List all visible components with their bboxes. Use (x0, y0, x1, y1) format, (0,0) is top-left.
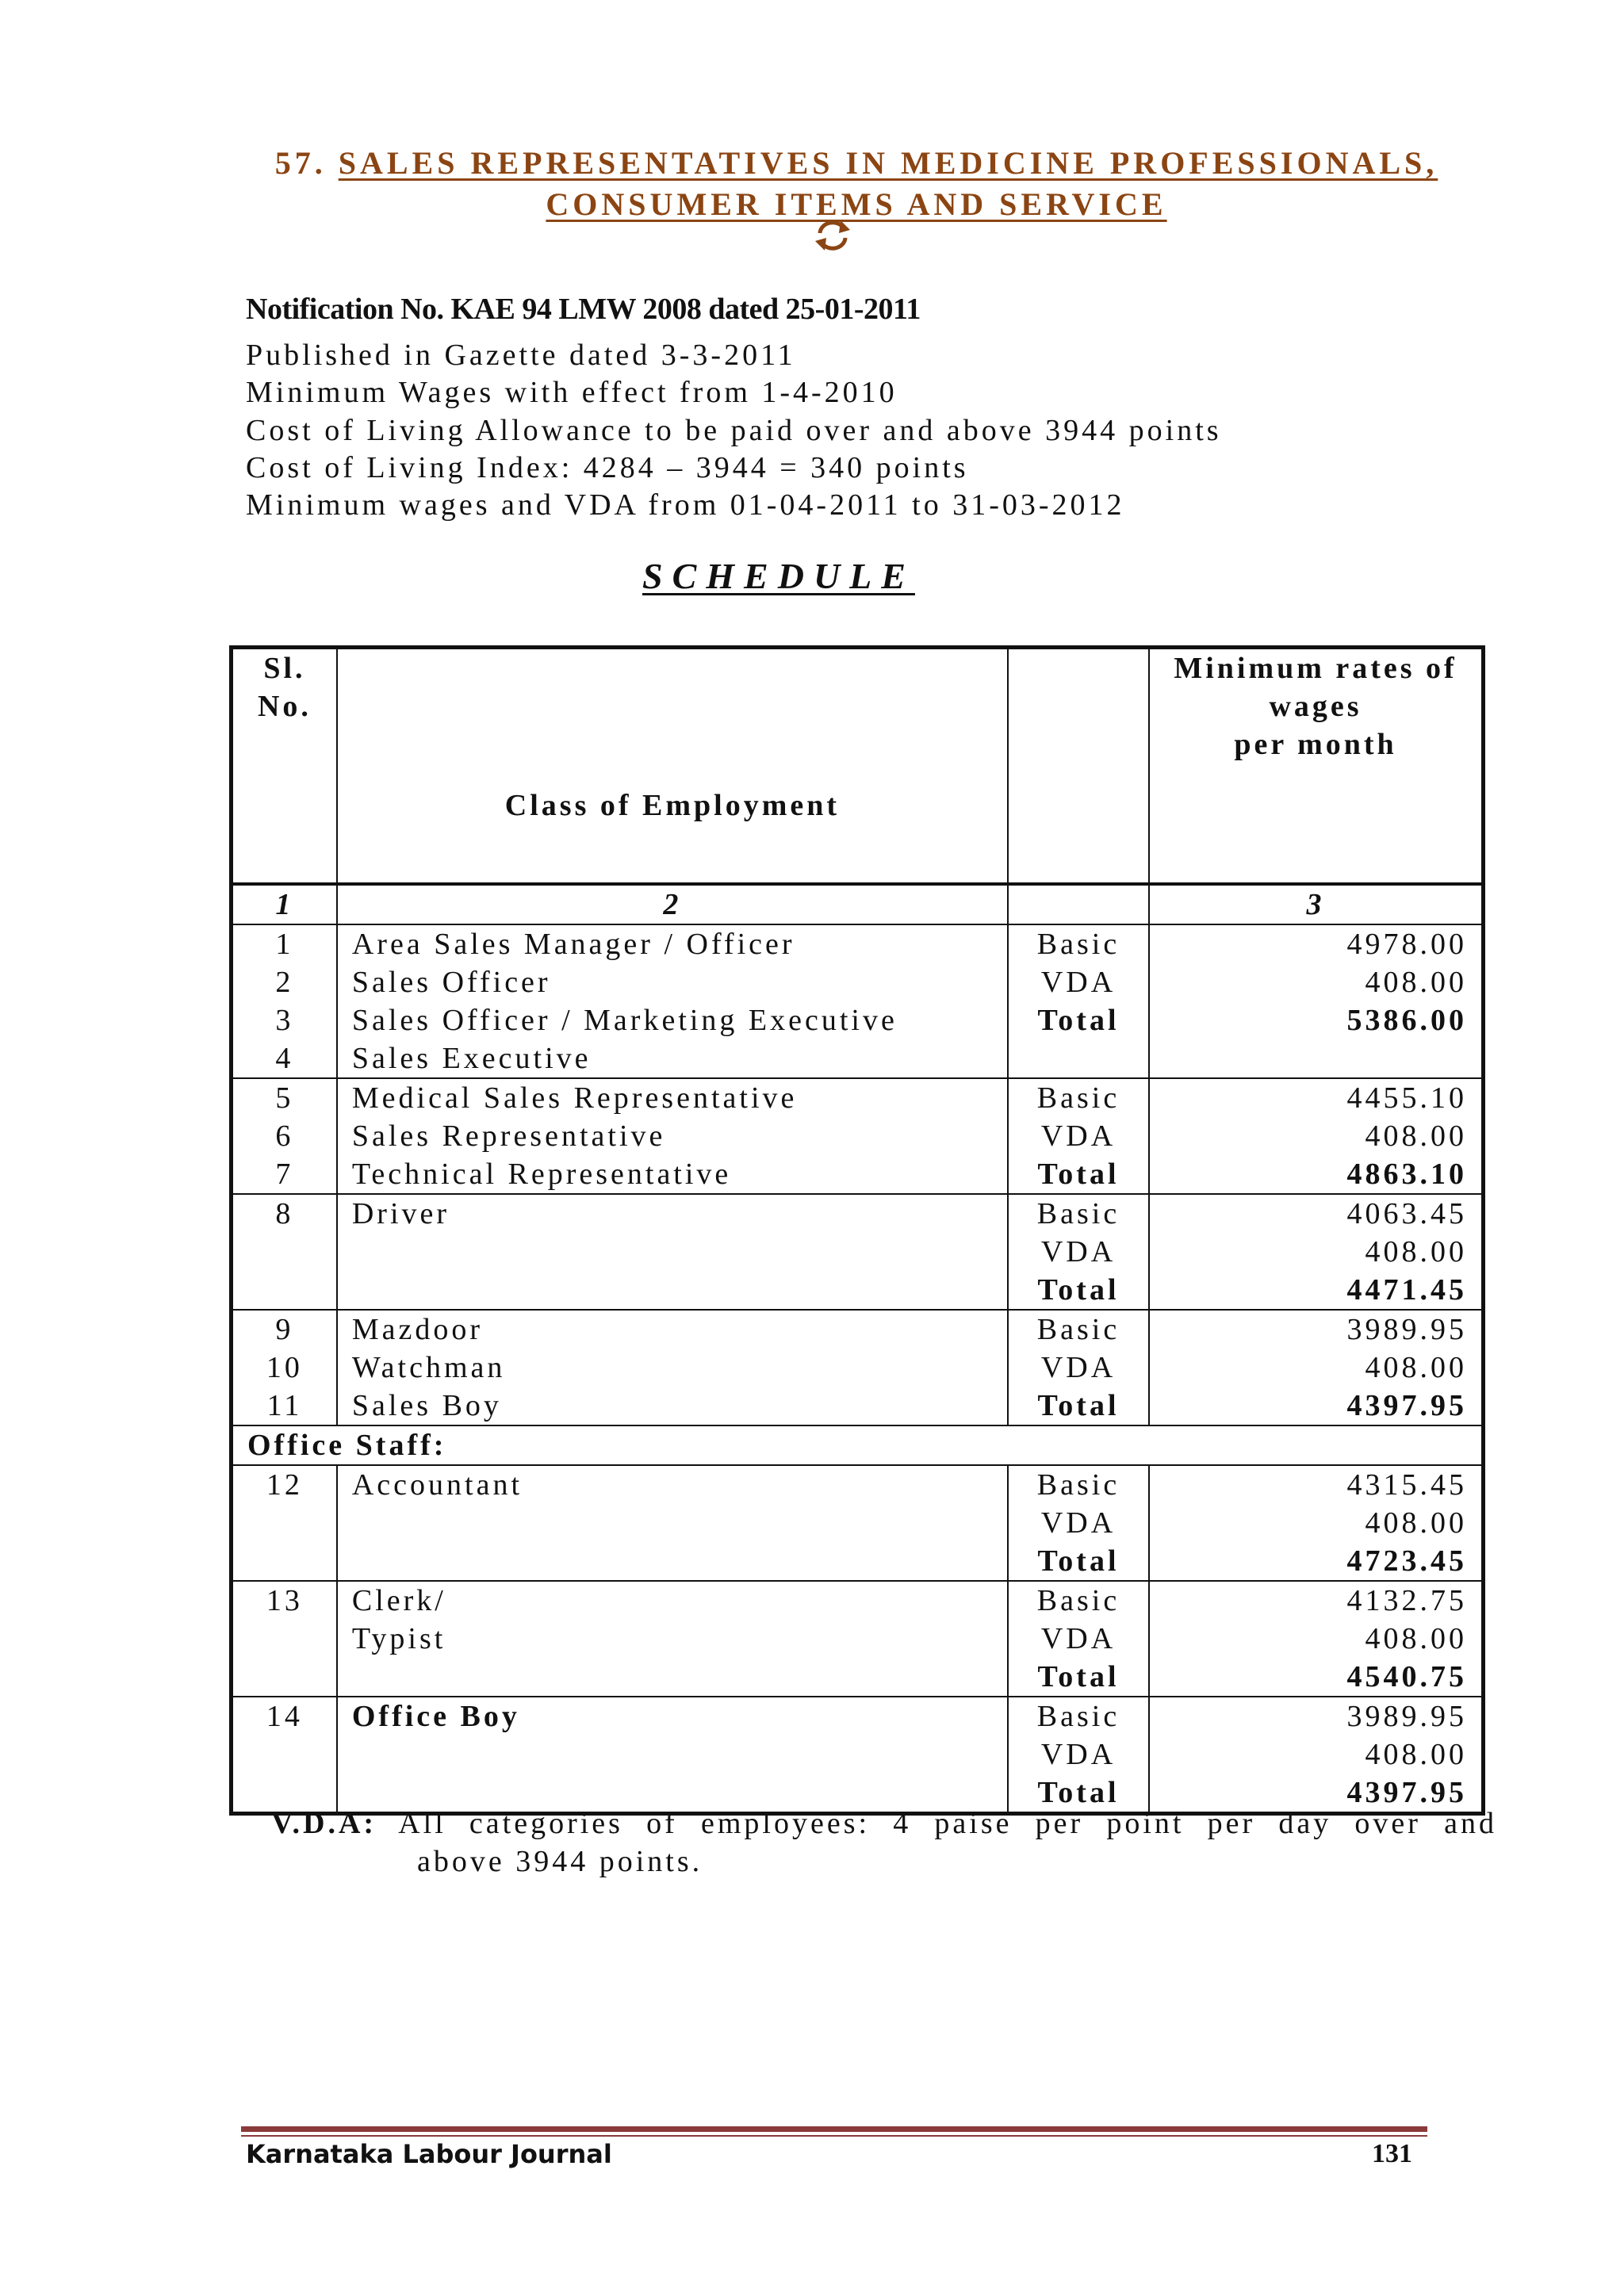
wage-component: VDA (1040, 1622, 1116, 1655)
section-number: 57. (274, 145, 327, 181)
wage-component: Basic (1036, 1197, 1120, 1230)
kind-header (1008, 648, 1149, 885)
employment-class-cell (337, 1194, 1008, 1310)
sl-no-header (232, 648, 337, 885)
wage-component: Basic (1036, 1081, 1120, 1115)
column-number: 3 (1149, 884, 1483, 924)
sl-number: 11 (266, 1389, 303, 1422)
wage-component: Basic (1036, 1584, 1120, 1617)
wage-component: Basic (1036, 928, 1120, 961)
table-row (232, 1697, 1484, 1814)
sl-number-cell (232, 1581, 337, 1697)
wage-value: 4397.95 (1346, 1389, 1467, 1422)
employment-class: Technical Representative (351, 1158, 732, 1191)
info-line: Minimum Wages with effect from 1-4-2010 (246, 376, 898, 409)
wage-value: 4863.10 (1346, 1158, 1467, 1191)
wage-value: 5386.00 (1346, 1004, 1467, 1037)
wage-component: Total (1037, 1158, 1120, 1191)
info-line: Published in Gazette dated 3-3-2011 (246, 339, 796, 372)
employment-class-cell (337, 924, 1008, 1078)
footer-rule (241, 2126, 1427, 2132)
wage-component: Total (1037, 1776, 1120, 1809)
wage-value: 408.00 (1365, 1119, 1467, 1153)
wage-component-cell (1008, 1465, 1149, 1581)
employment-class: Sales Boy (351, 1389, 502, 1422)
wage-value-cell (1149, 1078, 1483, 1194)
vda-note (271, 1804, 1497, 1881)
column-number (1008, 884, 1149, 924)
sl-number: 10 (266, 1351, 303, 1384)
sl-number-cell (232, 1078, 337, 1194)
sl-number-cell (232, 1194, 337, 1310)
wage-value: 4315.45 (1346, 1468, 1467, 1502)
wage-component: Total (1037, 1273, 1120, 1307)
info-line: Minimum wages and VDA from 01-04-2011 to 31-03-2012 (246, 488, 1125, 522)
sl-number-cell (232, 1310, 337, 1425)
employment-class: Medical Sales Representative (351, 1081, 798, 1115)
sl-number: 9 (275, 1313, 294, 1346)
employment-class: Clerk/ (351, 1584, 446, 1617)
wage-value: 4471.45 (1346, 1273, 1467, 1307)
sl-number: 7 (275, 1158, 294, 1191)
column-number-row (232, 884, 1484, 924)
section-heading-line-1 (238, 144, 1475, 182)
sl-number: 14 (266, 1700, 303, 1733)
vda-label: V.D.A: (271, 1807, 377, 1840)
sl-number-cell (232, 924, 337, 1078)
employment-class: Sales Representative (351, 1119, 666, 1153)
table-row (232, 1581, 1484, 1697)
wage-component: Basic (1036, 1700, 1120, 1733)
wage-value: 408.00 (1365, 1351, 1467, 1384)
column-number: 1 (232, 884, 337, 924)
refresh-arrows-icon-svg (812, 217, 853, 254)
employment-class: Office Boy (351, 1700, 520, 1733)
footer-rule-thin (241, 2135, 1427, 2137)
employment-class: Accountant (351, 1468, 523, 1502)
sl-header-line: Sl. (263, 652, 306, 685)
employment-class-cell (337, 1078, 1008, 1194)
notification-number: Notification No. KAE 94 LMW 2008 dated 25-01-2011 (246, 293, 921, 326)
wage-component: Total (1037, 1660, 1120, 1693)
wages-table (229, 645, 1485, 1816)
vda-note-line-2: above 3944 points. (417, 1845, 703, 1878)
sl-number-cell (232, 1697, 337, 1814)
class-of-employment-header (337, 648, 1008, 885)
office-staff-groups (232, 1465, 1484, 1814)
column-number: 2 (337, 884, 1008, 924)
employment-class-cell (337, 1581, 1008, 1697)
sl-number: 5 (275, 1081, 294, 1115)
employment-class: Sales Officer (351, 966, 551, 999)
wage-value-cell (1149, 1310, 1483, 1425)
wage-component: VDA (1040, 1235, 1116, 1269)
wage-component: Total (1037, 1389, 1120, 1422)
table-row (232, 1310, 1484, 1425)
wage-value: 4978.00 (1346, 928, 1467, 961)
sl-number-cell (232, 1465, 337, 1581)
wage-value: 4063.45 (1346, 1197, 1467, 1230)
wage-component-cell (1008, 1078, 1149, 1194)
employment-class: Sales Executive (351, 1042, 592, 1075)
info-line: Cost of Living Allowance to be paid over and above 3944 points (246, 414, 1222, 447)
wage-value: 408.00 (1365, 1235, 1467, 1269)
wage-value: 3989.95 (1346, 1700, 1467, 1733)
employment-class-cell (337, 1465, 1008, 1581)
wage-value: 4132.75 (1346, 1584, 1467, 1617)
sl-number: 6 (275, 1119, 294, 1153)
wage-component: VDA (1040, 1506, 1116, 1540)
wage-component: VDA (1040, 1738, 1116, 1771)
minimum-rates-header (1149, 648, 1483, 885)
wage-component: Total (1037, 1004, 1120, 1037)
wage-component: VDA (1040, 966, 1116, 999)
employment-class: Driver (351, 1197, 450, 1230)
employment-class-cell (337, 1310, 1008, 1425)
wage-value: 408.00 (1365, 966, 1467, 999)
office-staff-row (232, 1425, 1484, 1465)
table-header-row (232, 648, 1484, 885)
wage-value: 4540.75 (1346, 1660, 1467, 1693)
sl-number: 12 (266, 1468, 303, 1502)
schedule-title: SCHEDULE (642, 556, 915, 596)
sl-number: 4 (275, 1042, 294, 1075)
wage-component-cell (1008, 1581, 1149, 1697)
page-number: 131 (1372, 2139, 1412, 2168)
sl-header-line: No. (257, 690, 312, 723)
wage-component: VDA (1040, 1119, 1116, 1153)
sl-number: 13 (266, 1584, 303, 1617)
employment-class: Watchman (351, 1351, 506, 1384)
wage-value: 408.00 (1365, 1506, 1467, 1540)
wage-value: 4397.95 (1346, 1776, 1467, 1809)
wage-component: Basic (1036, 1313, 1120, 1346)
section-heading-line-2 (238, 186, 1475, 223)
wage-component-cell (1008, 1310, 1149, 1425)
class-header-text: Class of Employment (504, 789, 841, 822)
employment-class: Mazdoor (351, 1313, 484, 1346)
wage-value-cell (1149, 924, 1483, 1078)
wage-component-cell (1008, 1697, 1149, 1814)
wage-value: 408.00 (1365, 1622, 1467, 1655)
employment-class: Typist (351, 1622, 446, 1655)
table-row (232, 1465, 1484, 1581)
vda-note-text-1: All categories of employees: 4 paise per point per day over and (398, 1807, 1498, 1840)
info-line: Cost of Living Index: 4284 – 3944 = 340 points (246, 451, 969, 484)
sl-number: 1 (275, 928, 294, 961)
wage-component: Basic (1036, 1468, 1120, 1502)
section-title-line-2: CONSUMER ITEMS AND SERVICE (546, 186, 1167, 222)
rate-header-line: per month (1234, 728, 1397, 761)
wage-component: VDA (1040, 1351, 1116, 1384)
wage-value: 4723.45 (1346, 1544, 1467, 1578)
sl-number: 2 (275, 966, 294, 999)
wage-value-cell (1149, 1581, 1483, 1697)
vda-note-line-1 (271, 1804, 1497, 1843)
sl-number: 3 (275, 1004, 294, 1037)
employment-groups (232, 924, 1484, 1425)
rate-header-line: wages (1269, 690, 1362, 723)
wage-value-cell (1149, 1194, 1483, 1310)
table-row (232, 1194, 1484, 1310)
employment-class: Area Sales Manager / Officer (351, 928, 795, 961)
refresh-arrows-icon (809, 217, 856, 257)
wage-component: Total (1037, 1544, 1120, 1578)
wage-value: 4455.10 (1346, 1081, 1467, 1115)
sl-number: 8 (275, 1197, 294, 1230)
table-row (232, 924, 1484, 1078)
rate-header-line: Minimum rates of (1174, 652, 1457, 685)
wage-value: 3989.95 (1346, 1313, 1467, 1346)
employment-class: Sales Officer / Marketing Executive (351, 1004, 898, 1037)
table-row (232, 1078, 1484, 1194)
wage-value-cell (1149, 1465, 1483, 1581)
wage-value-cell (1149, 1697, 1483, 1814)
employment-class-cell (337, 1697, 1008, 1814)
section-title-line-1: SALES REPRESENTATIVES IN MEDICINE PROFESSIONALS, (338, 145, 1438, 181)
office-staff-label: Office Staff: (232, 1425, 1484, 1465)
wage-component-cell (1008, 1194, 1149, 1310)
wage-value: 408.00 (1365, 1738, 1467, 1771)
journal-name: Karnataka Labour Journal (246, 2139, 612, 2169)
wage-component-cell (1008, 924, 1149, 1078)
